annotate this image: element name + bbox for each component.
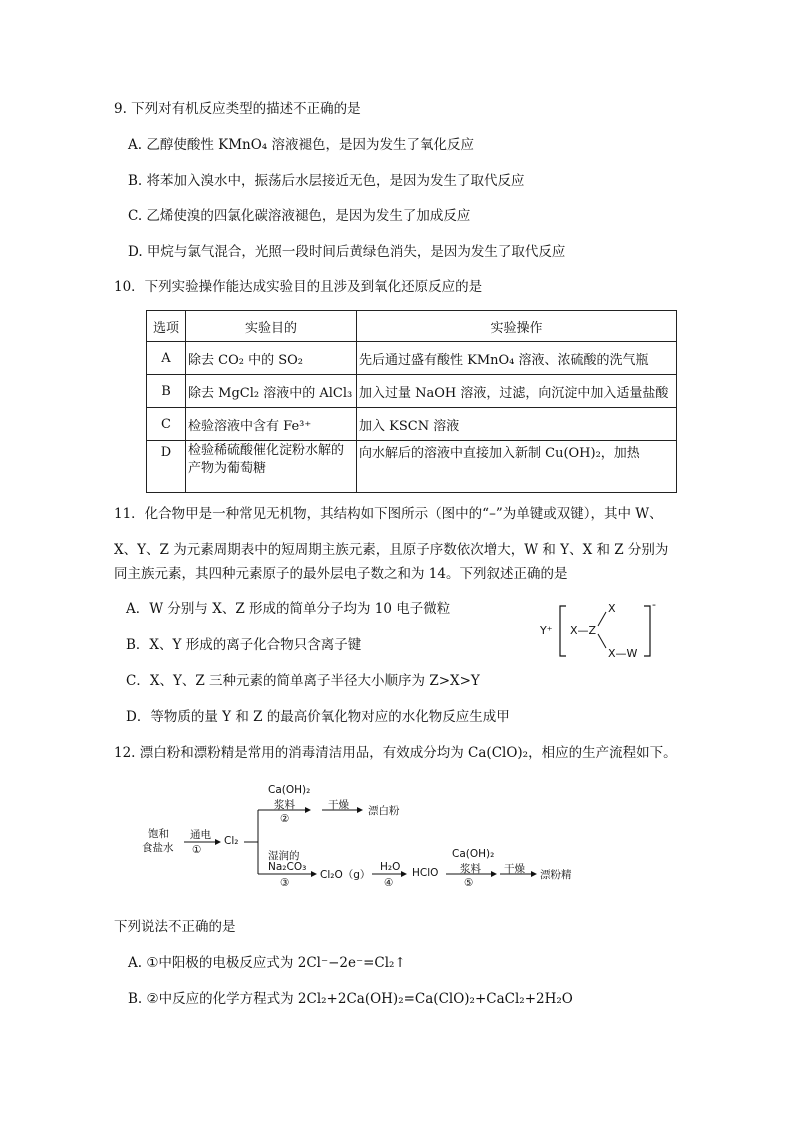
header-purpose: 实验目的 <box>186 311 357 342</box>
q9-stem: 9. 下列对有机反应类型的描述不正确的是 <box>114 101 361 117</box>
step4-number: ④ <box>384 877 394 889</box>
row-option: C <box>147 408 186 441</box>
q9-option-d: D. 甲烷与氯气混合，光照一段时间后黄绿色消失，是因为发生了取代反应 <box>128 244 566 260</box>
q10-table <box>146 310 677 493</box>
step4-label: H₂O <box>380 861 401 873</box>
production-flowchart <box>140 780 600 890</box>
q12-sub-stem: 下列说法不正确的是 <box>114 919 236 935</box>
q11-option-c: C．X、Y、Z 三种元素的简单离子半径大小顺序为 Z>X>Y <box>126 673 480 689</box>
step3-number: ③ <box>280 877 290 889</box>
step1-label: 通电 <box>190 829 211 841</box>
q11-option-b: B．X、Y 形成的离子化合物只含离子键 <box>126 637 362 653</box>
q10-stem: 10．下列实验操作能达成实验目的且涉及到氧化还原反应的是 <box>114 279 483 295</box>
step1-number: ① <box>192 844 202 856</box>
header-operation: 实验操作 <box>357 311 677 342</box>
step5-label-2: 浆料 <box>460 863 481 875</box>
q12-option-a: A. ①中阳极的电极反应式为 2Cl⁻−2e⁻=Cl₂↑ <box>128 955 406 971</box>
q12-stem: 12. 漂白粉和漂粉精是常用的消毒清洁用品，有效成分均为 Ca(ClO)₂，相应的生产流程如下。 <box>114 745 677 761</box>
table-row <box>147 342 677 375</box>
row-operation: 先后通过盛有酸性 KMnO₄ 溶液、浓硫酸的洗气瓶 <box>357 342 677 375</box>
step5-number: ⑤ <box>464 877 474 889</box>
saturated-brine-line1: 饱和 <box>148 828 169 840</box>
bleaching-essence-node: 漂粉精 <box>540 869 572 881</box>
q11-line-1: 11．化合物甲是一种常见无机物，其结构如下图所示（图中的“–”为单键或双键），其中 W、 <box>114 506 663 522</box>
step2-label-1: Ca(OH)₂ <box>268 784 311 796</box>
dry-label-1: 干燥 <box>328 799 349 811</box>
row-option: B <box>147 375 186 408</box>
hclo-node: HClO <box>412 867 439 879</box>
saturated-brine-line2: 食盐水 <box>142 842 174 854</box>
q9-option-a: A. 乙醇使酸性 KMnO₄ 溶液褪色，是因为发生了氧化反应 <box>128 137 474 153</box>
structure-x-w: X—W <box>608 647 638 660</box>
structure-cation: Y⁺ <box>540 624 553 637</box>
row-purpose: 检验稀硫酸催化淀粉水解的产物为葡萄糖 <box>186 441 357 493</box>
step2-number: ② <box>280 813 290 825</box>
header-option: 选项 <box>147 311 186 342</box>
q11-line-2: X、Y、Z 为元素周期表中的短周期主族元素，且原子序数依次增大，W 和 Y、X 和 Z 分别为 <box>114 542 669 558</box>
row-purpose: 检验溶液中含有 Fe³⁺ <box>186 408 357 441</box>
table-header-row <box>147 311 677 342</box>
row-option: D <box>147 441 186 493</box>
table-row <box>147 375 677 408</box>
structure-brackets <box>540 594 670 664</box>
table-row <box>147 408 677 441</box>
step2-label-2: 浆料 <box>274 799 295 811</box>
q9-option-b: B. 将苯加入溴水中，振荡后水层接近无色，是因为发生了取代反应 <box>128 173 525 189</box>
row-operation: 加入 KSCN 溶液 <box>357 408 677 441</box>
dry-label-2: 干燥 <box>504 863 525 875</box>
row-purpose: 除去 CO₂ 中的 SO₂ <box>186 342 357 375</box>
q9-option-c: C. 乙烯使溴的四氯化碳溶液褪色，是因为发生了加成反应 <box>128 208 471 224</box>
row-operation: 向水解后的溶液中直接加入新制 Cu(OH)₂，加热 <box>357 441 677 493</box>
q12-option-b: B. ②中反应的化学方程式为 2Cl₂+2Ca(OH)₂=Ca(ClO)₂+CaCl₂+2H₂O <box>128 991 573 1007</box>
q11-option-d: D．等物质的量 Y 和 Z 的最高价氧化物对应的水化物反应生成甲 <box>126 709 510 725</box>
q11-line-3: 同主族元素，其四种元素原子的最外层电子数之和为 14。下列叙述正确的是 <box>114 566 568 582</box>
row-option: A <box>147 342 186 375</box>
row-operation: 加入过量 NaOH 溶液，过滤，向沉淀中加入适量盐酸 <box>357 375 677 408</box>
q11-option-a: A．W 分别与 X、Z 形成的简单分子均为 10 电子微粒 <box>126 601 451 617</box>
step3-label-2: Na₂CO₃ <box>268 861 307 873</box>
cl2-node: Cl₂ <box>224 835 239 847</box>
row-purpose: 除去 MgCl₂ 溶液中的 AlCl₃ <box>186 375 357 408</box>
step3-label-1: 湿润的 <box>268 850 300 862</box>
structure-x-top: X <box>608 602 616 615</box>
cl2o-node: Cl₂O（g） <box>320 869 371 881</box>
bleaching-powder-node: 漂白粉 <box>368 805 400 817</box>
structure-charge: - <box>652 598 656 611</box>
table-row <box>147 441 677 493</box>
step5-label-1: Ca(OH)₂ <box>452 848 495 860</box>
structure-x-z: X—Z <box>570 624 597 637</box>
compound-structure-diagram <box>540 594 670 664</box>
